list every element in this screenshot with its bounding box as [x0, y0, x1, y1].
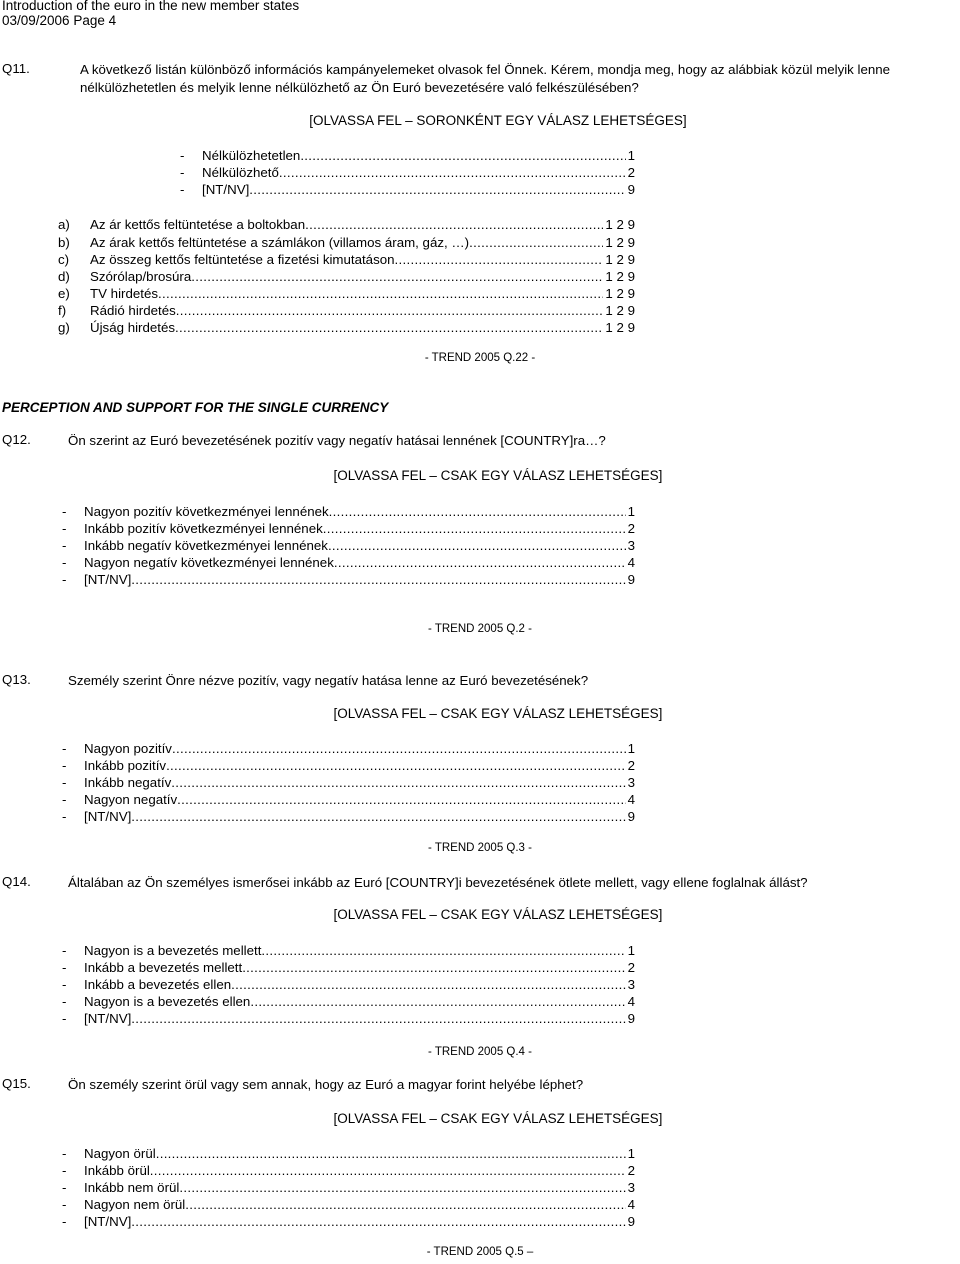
q14-option	[62, 959, 635, 976]
section-title: PERCEPTION AND SUPPORT FOR THE SINGLE CURRENCY	[2, 400, 389, 415]
q11-item-row	[58, 302, 635, 319]
option-code: 2	[627, 758, 635, 773]
leader-dots	[242, 959, 625, 976]
dash-marker: -	[62, 809, 67, 824]
q14-option	[62, 976, 635, 993]
option-code: 9	[627, 572, 635, 587]
dash-marker: -	[62, 775, 67, 790]
q12-option	[62, 554, 635, 571]
leader-dots	[150, 1162, 626, 1179]
dash-marker: -	[62, 741, 67, 756]
item-codes: 1 2 9	[605, 269, 635, 284]
q12-trend-note: - TREND 2005 Q.2 -	[428, 623, 532, 635]
option-label: Nagyon pozitív	[84, 741, 172, 756]
option-code: 1	[627, 943, 635, 958]
q11-scale-item	[180, 164, 635, 181]
option-code: 1	[627, 504, 635, 519]
q14-option	[62, 1010, 635, 1027]
scale-label: Nélkülözhetetlen	[202, 148, 301, 163]
leader-dots	[131, 808, 625, 825]
q15-option	[62, 1179, 635, 1196]
dash-marker: -	[62, 1146, 67, 1161]
leader-dots	[131, 1010, 625, 1027]
leader-dots	[261, 942, 625, 959]
item-letter: e)	[58, 286, 70, 301]
leader-dots	[334, 554, 626, 571]
q13-option	[62, 808, 635, 825]
q11-item-row	[58, 285, 635, 302]
option-label: Inkább pozitív	[84, 758, 167, 773]
leader-dots	[156, 1145, 626, 1162]
option-label: Nagyon örül	[84, 1146, 156, 1161]
option-code: 3	[627, 1180, 635, 1195]
q11-item-row	[58, 234, 635, 251]
leader-dots	[131, 1213, 625, 1230]
item-label: Az összeg kettős feltüntetése a fizetési kimutatáson	[90, 252, 395, 267]
document-title: Introduction of the euro in the new member states	[2, 0, 300, 13]
q11-instruction: [OLVASSA FEL – SORONKÉNT EGY VÁLASZ LEHETSÉGES]	[309, 113, 687, 128]
item-letter: a)	[58, 217, 70, 232]
option-label: Inkább a bevezetés mellett	[84, 960, 243, 975]
q15-question-text: Ön személy szerint örül vagy sem annak, hogy az Euró a magyar forint helyébe léphet?	[68, 1077, 584, 1092]
q14-instruction: [OLVASSA FEL – CSAK EGY VÁLASZ LEHETSÉGES]	[333, 907, 663, 922]
leader-dots	[172, 740, 626, 757]
option-label: Nagyon negatív	[84, 792, 178, 807]
dash-marker: -	[62, 1180, 67, 1195]
leader-dots	[249, 181, 625, 198]
q11-item-row	[58, 268, 635, 285]
q14-number: Q14.	[2, 874, 31, 889]
dash-marker: -	[62, 977, 67, 992]
q12-option	[62, 503, 635, 520]
item-codes: 1 2 9	[605, 235, 635, 250]
q12-instruction: [OLVASSA FEL – CSAK EGY VÁLASZ LEHETSÉGES]	[333, 468, 663, 483]
option-label: [NT/NV]	[84, 572, 132, 587]
dash-marker: -	[180, 148, 185, 163]
q15-option	[62, 1145, 635, 1162]
option-label: [NT/NV]	[84, 1214, 132, 1229]
option-label: Nagyon is a bevezetés ellen	[84, 994, 251, 1009]
option-label: Nagyon nem örül	[84, 1197, 186, 1212]
q11-trend-note: - TREND 2005 Q.22 -	[424, 352, 536, 364]
option-code: 4	[627, 1197, 635, 1212]
option-label: Inkább negatív következményei lennének	[84, 538, 328, 553]
scale-code: 9	[627, 182, 635, 197]
scale-code: 2	[627, 165, 635, 180]
option-label: Inkább örül	[84, 1163, 150, 1178]
leader-dots	[179, 1179, 625, 1196]
q12-option	[62, 571, 635, 588]
leader-dots	[395, 251, 604, 268]
q13-trend-note: - TREND 2005 Q.3 -	[428, 842, 532, 854]
q14-option	[62, 993, 635, 1010]
dash-marker: -	[180, 182, 185, 197]
q13-question-text: Személy szerint Önre nézve pozitív, vagy negatív hatása lenne az Euró bevezetésének?	[68, 673, 589, 688]
leader-dots	[158, 285, 603, 302]
leader-dots	[305, 216, 603, 233]
item-codes: 1 2 9	[605, 286, 635, 301]
q12-number: Q12.	[2, 432, 31, 447]
dash-marker: -	[62, 1197, 67, 1212]
item-label: Az árak kettős feltüntetése a számlákon (villamos áram, gáz, …)	[90, 235, 470, 250]
item-letter: f)	[58, 303, 67, 318]
dash-marker: -	[62, 572, 67, 587]
dash-marker: -	[62, 792, 67, 807]
option-code: 4	[627, 994, 635, 1009]
option-label: [NT/NV]	[84, 809, 132, 824]
q11-item-row	[58, 251, 635, 268]
item-letter: d)	[58, 269, 70, 284]
option-label: Inkább negatív	[84, 775, 172, 790]
item-letter: c)	[58, 252, 70, 267]
item-label: Szórólap/brosúra	[90, 269, 192, 284]
option-code: 1	[627, 1146, 635, 1161]
leader-dots	[323, 520, 626, 537]
scale-label: [NT/NV]	[202, 182, 250, 197]
q11-item-row	[58, 319, 635, 336]
q13-number: Q13.	[2, 672, 31, 687]
q14-option	[62, 942, 635, 959]
option-code: 9	[627, 1214, 635, 1229]
q15-number: Q15.	[2, 1076, 31, 1091]
option-code: 4	[627, 555, 635, 570]
q12-question-text: Ön szerint az Euró bevezetésének pozitív vagy negatív hatásai lennének [COUNTRY]ra…?	[68, 433, 606, 448]
leader-dots	[231, 976, 625, 993]
item-codes: 1 2 9	[605, 303, 635, 318]
option-code: 3	[627, 538, 635, 553]
item-label: Rádió hirdetés	[90, 303, 176, 318]
item-letter: g)	[58, 320, 70, 335]
q11-scale-item	[180, 147, 635, 164]
q13-option	[62, 774, 635, 791]
leader-dots	[328, 537, 626, 554]
option-code: 9	[627, 809, 635, 824]
option-code: 3	[627, 977, 635, 992]
item-label: Az ár kettős feltüntetése a boltokban	[90, 217, 306, 232]
option-label: Inkább pozitív következményei lennének	[84, 521, 323, 536]
option-code: 4	[627, 792, 635, 807]
leader-dots	[176, 302, 604, 319]
dash-marker: -	[62, 960, 67, 975]
q11-question-text: A következő listán különböző információs kampányelemeket olvasok fel Önnek. Kérem, mondja meg, hogy az alábbiak közül melyik lenne nélkülözhetetlen és melyik lenne nélkülözhető az Ön Euró bevezetésére való felkészülésében?	[80, 62, 891, 95]
scale-label: Nélkülözhető	[202, 165, 279, 180]
dash-marker: -	[62, 943, 67, 958]
q13-option	[62, 791, 635, 808]
dash-marker: -	[62, 555, 67, 570]
q14-question-text: Általában az Ön személyes ismerősei inkább az Euró [COUNTRY]i bevezetésének ötlete mellett, vagy ellene foglalnak állást?	[68, 875, 808, 890]
dash-marker: -	[62, 538, 67, 553]
leader-dots	[329, 503, 626, 520]
option-label: Nagyon negatív következményei lennének	[84, 555, 334, 570]
leader-dots	[171, 774, 625, 791]
q14-trend-note: - TREND 2005 Q.4 -	[428, 1046, 532, 1058]
option-code: 9	[627, 1011, 635, 1026]
item-codes: 1 2 9	[605, 320, 635, 335]
leader-dots	[300, 147, 625, 164]
q15-option	[62, 1162, 635, 1179]
scale-code: 1	[627, 148, 635, 163]
leader-dots	[250, 993, 625, 1010]
q12-option	[62, 537, 635, 554]
option-code: 2	[627, 521, 635, 536]
item-label: TV hirdetés	[90, 286, 158, 301]
leader-dots	[131, 571, 625, 588]
q12-option	[62, 520, 635, 537]
q13-instruction: [OLVASSA FEL – CSAK EGY VÁLASZ LEHETSÉGES]	[333, 706, 663, 721]
leader-dots	[469, 234, 603, 251]
q15-instruction: [OLVASSA FEL – CSAK EGY VÁLASZ LEHETSÉGES]	[333, 1111, 663, 1126]
dash-marker: -	[62, 1214, 67, 1229]
dash-marker: -	[62, 504, 67, 519]
option-label: Nagyon pozitív következményei lennének	[84, 504, 329, 519]
leader-dots	[279, 164, 626, 181]
option-code: 1	[627, 741, 635, 756]
leader-dots	[177, 791, 625, 808]
item-letter: b)	[58, 235, 70, 250]
option-label: Inkább nem örül	[84, 1180, 180, 1195]
dash-marker: -	[62, 1011, 67, 1026]
option-label: [NT/NV]	[84, 1011, 132, 1026]
q15-option	[62, 1196, 635, 1213]
option-label: Inkább a bevezetés ellen	[84, 977, 232, 992]
option-code: 3	[627, 775, 635, 790]
option-code: 2	[627, 960, 635, 975]
dash-marker: -	[62, 994, 67, 1009]
leader-dots	[185, 1196, 625, 1213]
item-codes: 1 2 9	[605, 252, 635, 267]
leader-dots	[191, 268, 603, 285]
q11-scale-item	[180, 181, 635, 198]
item-codes: 1 2 9	[605, 217, 635, 232]
q11-number: Q11.	[2, 61, 30, 76]
q11-item-row	[58, 216, 635, 233]
dash-marker: -	[62, 1163, 67, 1178]
q13-option	[62, 740, 635, 757]
option-label: Nagyon is a bevezetés mellett	[84, 943, 262, 958]
q13-option	[62, 757, 635, 774]
leader-dots	[175, 319, 603, 336]
leader-dots	[166, 757, 626, 774]
option-code: 2	[627, 1163, 635, 1178]
q15-option	[62, 1213, 635, 1230]
q15-trend-note: - TREND 2005 Q.5 –	[426, 1246, 534, 1258]
dash-marker: -	[62, 521, 67, 536]
item-label: Újság hirdetés	[90, 320, 175, 335]
date-page-line: 03/09/2006 Page 4	[2, 13, 117, 28]
dash-marker: -	[62, 758, 67, 773]
dash-marker: -	[180, 165, 185, 180]
